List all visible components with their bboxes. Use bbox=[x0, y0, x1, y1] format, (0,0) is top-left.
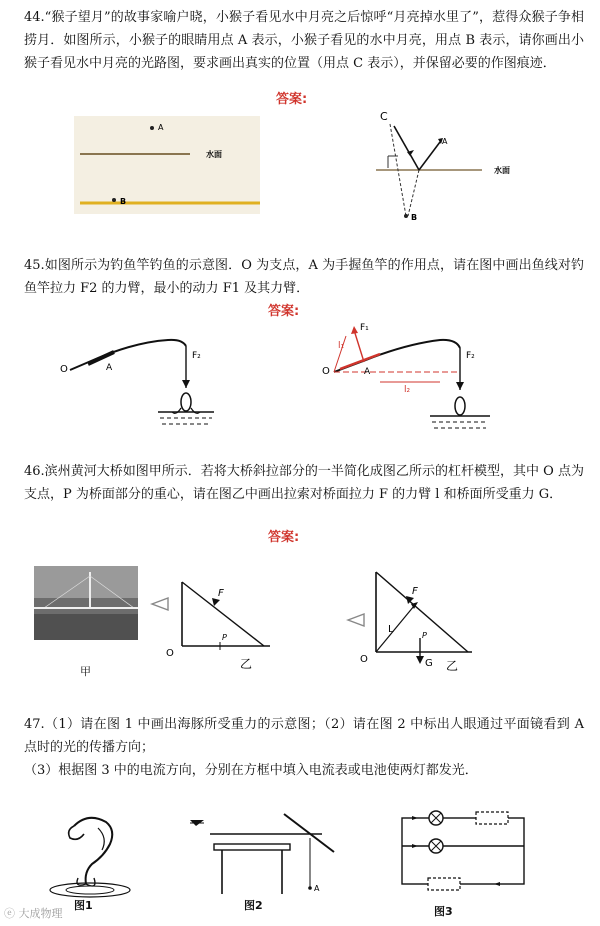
q45-answer-label-o: O bbox=[322, 366, 330, 377]
weibo-icon: ⓔ bbox=[4, 907, 19, 920]
q45-fishing-rod bbox=[70, 340, 186, 370]
q47-current-arrow-2 bbox=[412, 844, 418, 848]
q46-force-arrow bbox=[212, 598, 220, 606]
watermark-text: 大成物理 bbox=[18, 907, 63, 920]
q44-answer-label-c: C bbox=[380, 110, 388, 123]
q47-line1: 47.（1）请在图 1 中画出海豚所受重力的示意图；（2）请在图 2 中标出人眼通过平面镜看到 A 点时的光的传播方向； bbox=[24, 717, 584, 755]
q44-point-b bbox=[112, 198, 116, 202]
q44-figure-answer bbox=[362, 104, 562, 222]
q47-line2: （3）根据图 3 中的电流方向，分别在方框中填入电流表或电池使两灯都发光． bbox=[24, 763, 478, 778]
q47-table-top bbox=[214, 844, 290, 850]
q45-answer-fish bbox=[455, 397, 465, 415]
q44-label-a: A bbox=[158, 123, 164, 132]
q47-dolphin-body bbox=[74, 818, 112, 884]
q46-figure-answer bbox=[346, 566, 480, 676]
q47-fig3-caption: 图3 bbox=[434, 905, 453, 918]
q46-answer-cable-line bbox=[376, 572, 468, 652]
q45-answer-f2-arrow bbox=[456, 382, 464, 390]
q47-fig2-mirror bbox=[186, 808, 340, 902]
q46-photo-water bbox=[34, 614, 138, 640]
q47-fig2-label-a: A bbox=[314, 884, 320, 893]
q46-answer-label-f: F bbox=[412, 586, 418, 597]
q46-label-p: P bbox=[222, 633, 227, 642]
q45-label-f2: F₂ bbox=[192, 351, 201, 361]
q45-answer-label-l1: l₁ bbox=[338, 341, 345, 351]
q44-answer-extension-dashed bbox=[408, 170, 419, 216]
q46-answer-arm-line bbox=[376, 606, 414, 652]
q44-text: 44.“猴子望月”的故事家喻户晓，小猴子看见水中月亮之后惊呼“月亮掉水里了”，惹得众猴子争相捞月．如图所示，小猴子的眼睛用点 A 表示，小猴子看见的水中月亮，用点 B 表示，请你画出小猴子看见水中月亮的光路图，要求画出真实的位置（用点 C 表示），并保留必要的作图痕迹． bbox=[24, 10, 584, 71]
q46-answer-label-l: L bbox=[388, 624, 394, 635]
q46-label-f: F bbox=[218, 588, 224, 599]
q46-answer-caption: 乙 bbox=[446, 659, 459, 673]
q47-plane-mirror bbox=[284, 814, 334, 852]
q44-answer-water-label: 水面 bbox=[494, 166, 510, 175]
q44-answer-label-b: B bbox=[411, 213, 418, 222]
q47-dolphin-belly bbox=[98, 828, 104, 850]
q45-answer-label-a: A bbox=[364, 367, 371, 377]
q46-text: 46.滨州黄河大桥如图甲所示．若将大桥斜拉部分的一半简化成图乙所示的杠杆模型，其中 O 点为支点，P 为桥面部分的重心，请在图乙中画出拉索对桥面拉力 F 的力臂 l 和桥面所受重力 G． bbox=[24, 464, 584, 502]
q46-photo-sky bbox=[34, 566, 138, 598]
q45-answer-rod-red bbox=[340, 354, 380, 369]
q47-fig3-circuit bbox=[388, 806, 538, 898]
q46-answer-label-o: O bbox=[360, 654, 368, 665]
q45-figure-left bbox=[58, 318, 238, 448]
q45-answer-label-f2: F₂ bbox=[466, 351, 475, 361]
q47-fig1-caption: 图1 bbox=[74, 899, 93, 912]
q46-answer-gravity-arrow bbox=[416, 656, 424, 664]
q46-answer-force-arrow bbox=[406, 596, 414, 604]
q47-point-a bbox=[308, 886, 312, 890]
q44-answer-label: 答案: bbox=[276, 92, 308, 107]
q44-answer-reflected-ray bbox=[419, 142, 440, 170]
q45-answer-label: 答案: bbox=[268, 304, 300, 319]
q47-circuit-outer bbox=[402, 818, 524, 884]
q47-water-ripple-inner bbox=[66, 886, 114, 894]
q46-figure-yi bbox=[148, 576, 274, 672]
q47-current-arrow-3 bbox=[494, 882, 500, 886]
q47-blank-box-1 bbox=[476, 812, 508, 824]
q45-text: 45.如图所示为钓鱼竿钓鱼的示意图．O 为支点，A 为手握鱼竿的作用点，请在图中画出鱼线对钓鱼竿拉力 F2 的力臂，最小的动力 F1 及其力臂． bbox=[24, 258, 584, 296]
q45-figure-answer bbox=[320, 316, 520, 454]
q46-answer-hollow-arrow bbox=[348, 614, 364, 626]
q47-dolphin-head bbox=[69, 826, 84, 839]
q44-figure-left bbox=[74, 116, 260, 214]
q46-answer-label: 答案: bbox=[268, 530, 300, 545]
q46-answer-label-p: P bbox=[422, 631, 427, 640]
q45-answer-label-f1: F₁ bbox=[360, 323, 369, 333]
q45-label-a: A bbox=[106, 363, 113, 373]
q45-label-o: O bbox=[60, 364, 68, 375]
q47-fig1-dolphin bbox=[44, 808, 136, 898]
q44-water-label: 水面 bbox=[206, 150, 222, 159]
q44-answer-point-b bbox=[404, 214, 408, 218]
q46-hollow-arrow bbox=[152, 598, 168, 610]
q47-fig2-caption: 图2 bbox=[244, 899, 263, 912]
q45-answer-f1-arrow bbox=[351, 326, 358, 334]
q44-answer-incident-ray bbox=[394, 126, 419, 170]
q45-answer-fishing-rod bbox=[334, 340, 460, 372]
q44-label-b: B bbox=[120, 197, 127, 206]
q47-current-arrow-1 bbox=[412, 816, 418, 820]
q44-answer-label-a: A bbox=[442, 137, 448, 146]
q47-blank-box-2 bbox=[428, 878, 460, 890]
q46-caption-yi: 乙 bbox=[240, 657, 253, 671]
q44-point-a bbox=[150, 126, 154, 130]
q45-fish bbox=[181, 393, 191, 411]
q46-photo-caption: 甲 bbox=[80, 665, 91, 678]
watermark bbox=[4, 902, 63, 925]
q44-figure-left-background bbox=[74, 116, 260, 214]
q46-label-o: O bbox=[166, 648, 174, 659]
q45-answer-f1-line bbox=[354, 330, 364, 362]
q45-f2-arrow bbox=[182, 380, 190, 388]
q46-bridge-photo bbox=[34, 566, 138, 640]
q45-answer-label-l2: l₂ bbox=[404, 385, 411, 395]
q46-answer-label-g: G bbox=[425, 658, 433, 669]
